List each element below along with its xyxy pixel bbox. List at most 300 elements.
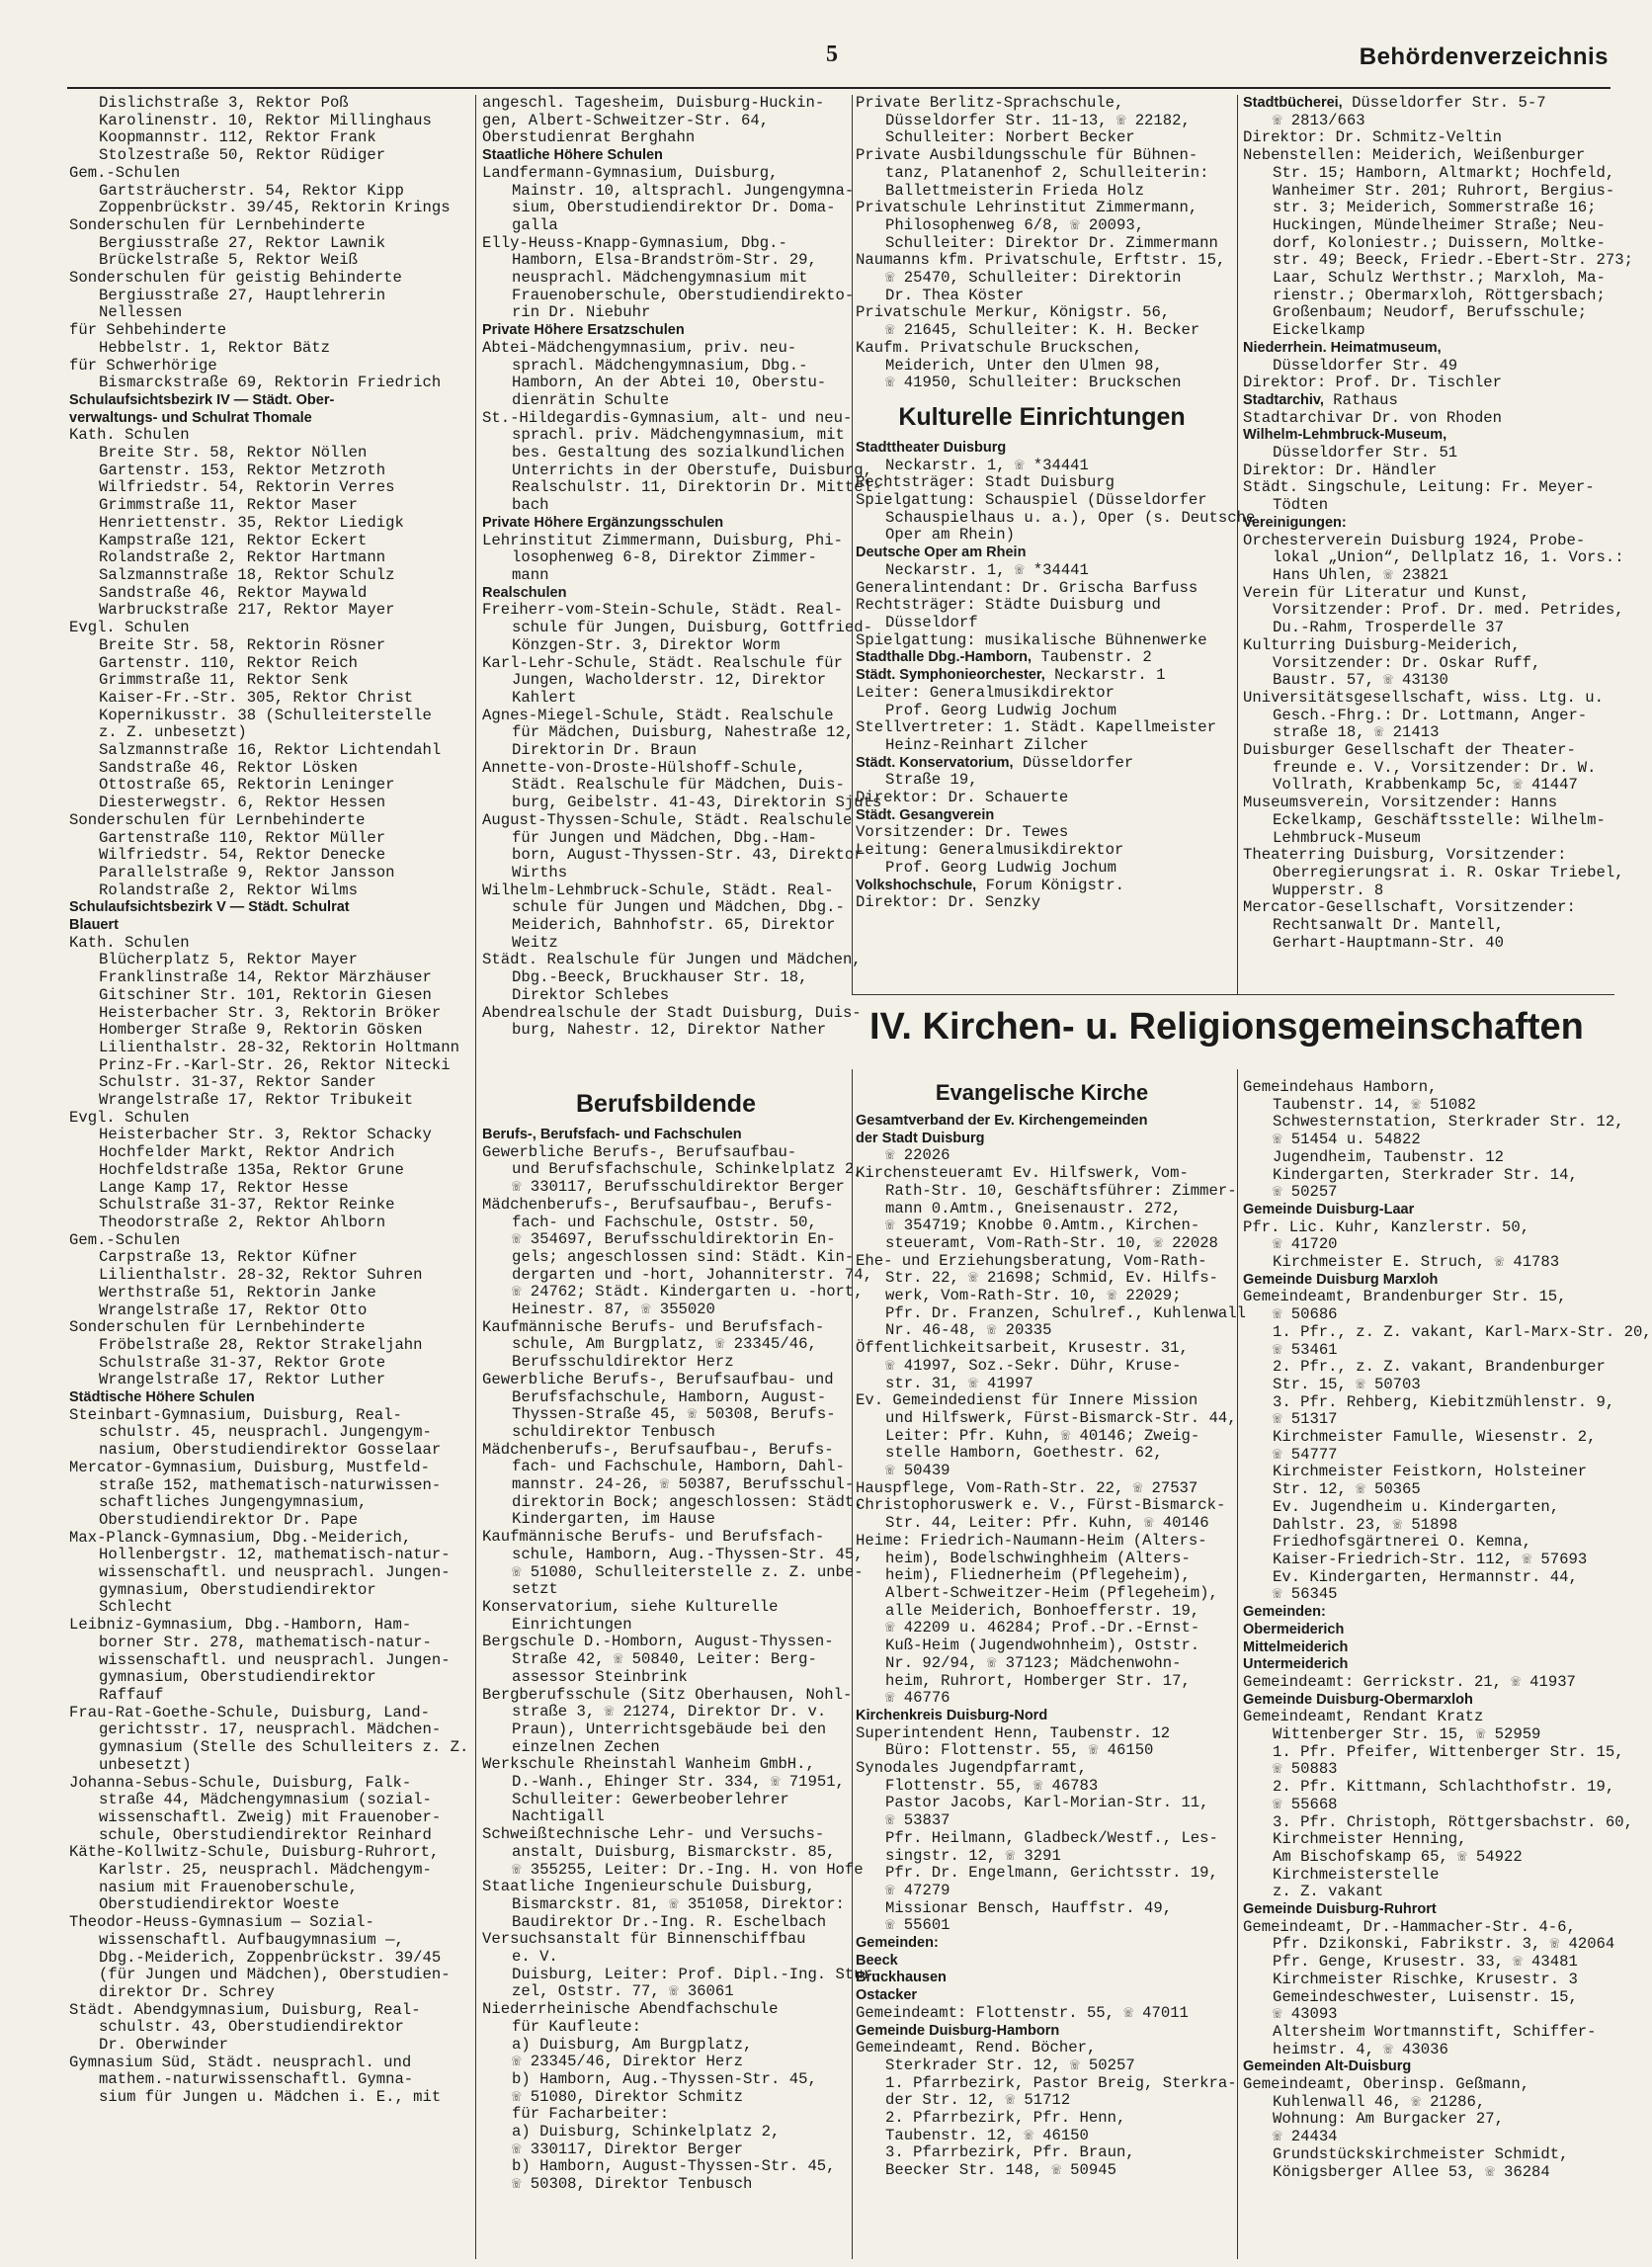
- entry-continuation: für Jungen und Mädchen, Dbg.-Ham-: [512, 828, 817, 847]
- entry-continuation: direktor Dr. Schrey: [99, 1982, 275, 2001]
- entry-continuation: ☏ 355255, Leiter: Dr.-Ing. H. von Hofe: [512, 1860, 864, 1879]
- entry-continuation: ☏ 330117, Berufsschuldirektor Berger: [512, 1178, 845, 1197]
- entry-continuation: Heisterbacher Str. 3, Rektorin Bröker: [99, 1003, 442, 1022]
- entry-continuation: Lilienthalstr. 28-32, Rektor Suhren: [99, 1266, 423, 1285]
- entry-continuation: wissenschaftl. Zweig) mit Frauenober-: [99, 1807, 442, 1826]
- entry-continuation: Str. 22, ☏ 21698; Schmid, Ev. Hilfs-: [885, 1269, 1218, 1288]
- entry-line: Lehrinstitut Zimmermann, Duisburg, Phi-: [482, 531, 843, 549]
- entry-continuation: Hochfelder Markt, Rektor Andrich: [99, 1143, 395, 1162]
- entry-continuation: Thyssen-Straße 45, ☏ 50308, Berufs-: [512, 1405, 836, 1424]
- entry-continuation: Wirths: [512, 863, 568, 882]
- entry-continuation: ☏ 50257: [1273, 1183, 1338, 1202]
- entry-continuation: singstr. 12, ☏ 3291: [885, 1846, 1061, 1865]
- entry-continuation: Breite Str. 58, Rektorin Rösner: [99, 635, 386, 654]
- entry-continuation: Hebbelstr. 1, Rektor Bätz: [99, 338, 330, 357]
- column-2: [482, 94, 882, 1040]
- entry-line: Frau-Rat-Goethe-Schule, Duisburg, Land-: [69, 1703, 430, 1721]
- entry-continuation: einzelnen Zechen: [512, 1737, 660, 1756]
- entry-heading-line: [1243, 95, 1616, 113]
- entry-continuation: Grundstückskirchmeister Schmidt,: [1273, 2144, 1569, 2163]
- entry-heading: Private Höhere Ersatzschulen: [482, 322, 685, 339]
- entry-continuation: a) Duisburg, Schinkelplatz 2,: [512, 2123, 781, 2141]
- entry-heading: Städtische Höhere Schulen: [69, 1389, 255, 1406]
- entry-continuation: Kaiser-Friedrich-Str. 112, ☏ 57693: [1273, 1550, 1588, 1568]
- entry-line: Private Ausbildungsschule für Bühnen-: [856, 146, 1198, 165]
- entry-line: Superintendent Henn, Taubenstr. 12: [856, 1723, 1171, 1742]
- entry-continuation: Zoppenbrückstr. 39/45, Rektorin Krings: [99, 199, 451, 217]
- entry-heading: Volkshochschule,: [856, 877, 977, 893]
- entry-line: angeschl. Tagesheim, Duisburg-Huckin-: [482, 94, 825, 112]
- entry-continuation: galla: [512, 215, 558, 234]
- entry-continuation: ☏ 51317: [1273, 1410, 1338, 1429]
- entry-continuation: Werthstraße 51, Rektorin Janke: [99, 1283, 376, 1301]
- entry-heading: der Stadt Duisburg: [856, 1130, 985, 1146]
- entry-continuation: ☏ 41950, Schulleiter: Bruckschen: [885, 374, 1182, 392]
- entry-continuation: gerichtsstr. 17, neusprachl. Mädchen-: [99, 1721, 442, 1739]
- entry-continuation: ☏ 51454 u. 54822: [1273, 1131, 1421, 1149]
- entry-continuation: Gerhart-Hauptmann-Str. 40: [1273, 933, 1504, 952]
- entry-heading: Bruckhausen: [856, 1970, 947, 1986]
- entry-continuation: Grimmstraße 11, Rektor Maser: [99, 496, 359, 515]
- entry-continuation: Koopmannstr. 112, Rektor Frank: [99, 128, 376, 147]
- entry-continuation: assessor Steinbrink: [512, 1667, 688, 1686]
- entry-heading: Städt. Gesangverein: [856, 806, 995, 823]
- entry-continuation: sprachl. Mädchengymnasium, Dbg.-: [512, 356, 808, 375]
- entry-continuation: Kirchmeister Henning,: [1273, 1830, 1467, 1849]
- entry-heading: Vereinigungen:: [1243, 514, 1347, 531]
- entry-line: Museumsverein, Vorsitzender: Hanns: [1243, 794, 1558, 812]
- entry-line: Leitung: Generalmusikdirektor: [856, 841, 1124, 860]
- entry-continuation: Rath-Str. 10, Geschäftsführer: Zimmer-: [885, 1181, 1237, 1200]
- entry-continuation: Gartenstr. 110, Rektor Reich: [99, 653, 359, 672]
- entry-continuation: z. Z. vakant: [1273, 1883, 1384, 1901]
- entry-line: Agnes-Miegel-Schule, Städt. Realschule: [482, 706, 834, 724]
- entry-line: Elly-Heuss-Knapp-Gymnasium, Dbg.-: [482, 233, 787, 252]
- entry-continuation: bes. Gestaltung des sozialkundlichen: [512, 444, 845, 462]
- entry-line: Gemeindeamt, Dr.-Hammacher-Str. 4-6,: [1243, 1917, 1576, 1936]
- entry-continuation: Meiderich, Bahnhofstr. 65, Direktor: [512, 916, 836, 935]
- entry-heading: Gemeinde Duisburg-Ruhrort: [1243, 1901, 1437, 1918]
- entry-continuation: ☏ 25470, Schulleiter: Direktorin: [885, 269, 1182, 288]
- entry-continuation: Meiderich, Unter den Ulmen 98,: [885, 356, 1163, 375]
- entry-line: Sonderschulen für Lernbehinderte: [69, 215, 366, 234]
- entry-continuation: Parallelstraße 9, Rektor Jansson: [99, 863, 395, 882]
- entry-continuation: Warbruckstraße 217, Rektor Mayer: [99, 601, 395, 620]
- entry-continuation: gymnasium, Oberstudiendirektor: [99, 1668, 376, 1687]
- entry-continuation: Bismarckstraße 69, Rektorin Friedrich: [99, 374, 442, 392]
- running-head: Behördenverzeichnis: [1359, 43, 1609, 70]
- entry-continuation: ☏ 41997, Soz.-Sekr. Dühr, Kruse-: [885, 1356, 1182, 1375]
- entry-line: Leibniz-Gymnasium, Dbg.-Hamborn, Ham-: [69, 1616, 412, 1635]
- entry-heading: Städt. Konservatorium,: [856, 754, 1014, 771]
- entry-continuation: Ottostraße 65, Rektorin Leninger: [99, 776, 395, 795]
- entry-line: Theodor-Heuss-Gymnasium — Sozial-: [69, 1913, 374, 1932]
- entry-continuation: Fröbelstraße 28, Rektor Strakeljahn: [99, 1335, 423, 1354]
- entry-continuation: Dbg.-Meiderich, Zoppenbrückstr. 39/45: [99, 1948, 442, 1967]
- entry-continuation: Henriettenstr. 35, Rektor Liedigk: [99, 513, 404, 532]
- entry-continuation: ☏ 46776: [885, 1689, 950, 1708]
- entry-heading: Private Höhere Ergänzungsschulen: [482, 514, 724, 531]
- entry-continuation: Nachtigall: [512, 1807, 605, 1826]
- entry-line: Pfr. Lic. Kuhr, Kanzlerstr. 50,: [1243, 1217, 1530, 1236]
- entry-continuation: Kindergarten, im Hause: [512, 1510, 715, 1529]
- entry-continuation: Wilfriedstr. 54, Rektor Denecke: [99, 846, 386, 865]
- column-1: [69, 95, 469, 2259]
- entry-continuation: Kirchmeister Famulle, Wiesenstr. 2,: [1273, 1428, 1597, 1447]
- entry-continuation: Wrangelstraße 17, Rektor Otto: [99, 1301, 368, 1319]
- entry-text: Düsseldorfer: [1013, 753, 1134, 772]
- entry-line: Heime: Friedrich-Naumann-Heim (Alters-: [856, 1531, 1207, 1550]
- entry-continuation: Vorsitzender: Prof. Dr. med. Petrides,: [1273, 601, 1624, 620]
- entry-text: Düsseldorfer Str. 5-7: [1342, 94, 1546, 112]
- entry-continuation: 2. Pfr., z. Z. vakant, Brandenburger: [1273, 1358, 1606, 1377]
- entry-text: Taubenstr. 2: [1032, 648, 1152, 667]
- entry-continuation: Hamborn, Elsa-Brandström-Str. 29,: [512, 251, 817, 270]
- entry-continuation: schuldirektor Tenbusch: [512, 1422, 715, 1441]
- entry-continuation: Du.-Rahm, Trosperdelle 37: [1273, 619, 1504, 637]
- entry-continuation: Hollenbergstr. 12, mathematisch-natur-: [99, 1546, 451, 1564]
- entry-continuation: Neckarstr. 1, ☏ *34441: [885, 560, 1089, 579]
- entry-continuation: Wohnung: Am Burgacker 27,: [1273, 2110, 1504, 2129]
- entry-continuation: setzt: [512, 1580, 558, 1599]
- entry-continuation: Heinestr. 87, ☏ 355020: [512, 1301, 715, 1319]
- entry-heading: Städt. Symphonieorchester,: [856, 667, 1045, 684]
- entry-continuation: tanz, Platanenhof 2, Schulleiterin:: [885, 163, 1209, 182]
- entry-continuation: Kampstraße 121, Rektor Eckert: [99, 531, 368, 549]
- entry-continuation: Str. 12, ☏ 50365: [1273, 1480, 1421, 1499]
- entry-continuation: Düsseldorfer Str. 49: [1273, 356, 1458, 375]
- entry-continuation: Dbg.-Beeck, Bruckhauser Str. 18,: [512, 968, 808, 987]
- entry-continuation: Unterrichts in der Oberstufe, Duisburg,: [512, 461, 872, 479]
- entry-continuation: ☏ 330117, Direktor Berger: [512, 2140, 743, 2158]
- entry-line: Max-Planck-Gymnasium, Dbg.-Meiderich,: [69, 1528, 412, 1547]
- entry-continuation: wissenschaftl. und neusprachl. Jungen-: [99, 1563, 451, 1582]
- entry-continuation: Weitz: [512, 933, 558, 952]
- entry-heading: Berufs-, Berufsfach- und Fachschulen: [482, 1127, 742, 1142]
- entry-continuation: Lange Kamp 17, Rektor Hesse: [99, 1178, 349, 1197]
- entry-continuation: Lilienthalstr. 28-32, Rektorin Holtmann: [99, 1038, 459, 1056]
- entry-continuation: Missionar Bensch, Hauffstr. 49,: [885, 1898, 1173, 1917]
- entry-continuation: Pfr. Genge, Krusestr. 33, ☏ 43481: [1273, 1953, 1578, 1972]
- entry-continuation: Kuß-Heim (Jugendwohnheim), Oststr.: [885, 1637, 1200, 1655]
- entry-line: Evgl. Schulen: [69, 619, 190, 637]
- entry-line: Kath. Schulen: [69, 933, 190, 952]
- entry-continuation: schule für Jungen und Mädchen, Dbg.-: [512, 898, 845, 917]
- entry-continuation: Oper am Rhein): [885, 526, 1016, 545]
- entry-continuation: schule für Jungen, Duisburg, Gottfried-: [512, 619, 872, 637]
- entry-continuation: anstalt, Duisburg, Bismarckstr. 85,: [512, 1842, 836, 1861]
- entry-continuation: Ev. Jugendheim u. Kindergarten,: [1273, 1497, 1560, 1516]
- entry-continuation: Kuhlenwall 46, ☏ 21286,: [1273, 2092, 1486, 2111]
- entry-line: Hauspflege, Vom-Rath-Str. 22, ☏ 27537: [856, 1478, 1198, 1497]
- entry-line: Gemeindeamt, Rend. Böcher,: [856, 2039, 1097, 2057]
- entry-line: August-Thyssen-Schule, Städt. Realschule: [482, 810, 853, 829]
- entry-line: Direktor: Dr. Schmitz-Veltin: [1243, 128, 1503, 147]
- section-heading: Kulturelle Einrichtungen: [898, 402, 1186, 431]
- entry-continuation: Bergiusstraße 27, Rektor Lawnik: [99, 233, 386, 252]
- entry-continuation: mann: [512, 565, 549, 584]
- entry-continuation: 2. Pfarrbezirk, Pfr. Henn,: [885, 2109, 1126, 2128]
- entry-continuation: ☏ 24762; Städt. Kindergarten u. -hort,: [512, 1283, 864, 1301]
- entry-continuation: Karolinenstr. 10, Rektor Millinghaus: [99, 111, 432, 129]
- entry-continuation: Direktorin Dr. Braun: [512, 741, 698, 760]
- entry-continuation: Philosophenweg 6/8, ☏ 20093,: [885, 215, 1145, 234]
- entry-continuation: Taubenstr. 12, ☏ 46150: [885, 2126, 1089, 2144]
- entry-continuation: 3. Pfarrbezirk, Pfr. Braun,: [885, 2143, 1135, 2162]
- entry-heading: Obermeiderich: [1243, 1621, 1345, 1637]
- entry-continuation: Schulleiter: Direktor Dr. Zimmermann: [885, 233, 1218, 252]
- entry-heading: Mittelmeiderich: [1243, 1638, 1349, 1655]
- entry-continuation: Eckelkamp, Geschäftsstelle: Wilhelm-: [1273, 810, 1606, 829]
- entry-heading-line: [1243, 392, 1616, 410]
- entry-line: Niederrheinische Abendfachschule: [482, 2000, 779, 2019]
- entry-continuation: Stolzestraße 50, Rektor Rüdiger: [99, 146, 386, 165]
- entry-line: Rechtsträger: Stadt Duisburg: [856, 473, 1115, 492]
- column-4: [1243, 94, 1633, 994]
- entry-continuation: Düsseldorfer Str. 51: [1273, 444, 1458, 462]
- entry-continuation: Prof. Georg Ludwig Jochum: [885, 858, 1116, 877]
- entry-continuation: Gitschiner Str. 101, Rektorin Giesen: [99, 985, 432, 1004]
- entry-continuation: straße 44, Mädchengymnasium (sozial-: [99, 1791, 432, 1809]
- entry-continuation: heim), Bodelschwinghheim (Alters-: [885, 1549, 1191, 1567]
- entry-line: Freiherr-vom-Stein-Schule, Städt. Real-: [482, 601, 843, 620]
- entry-continuation: schule, Am Burgplatz, ☏ 23345/46,: [512, 1335, 817, 1354]
- entry-line: Synodales Jugendpfarramt,: [856, 1759, 1087, 1778]
- entry-continuation: 1. Pfr., z. Z. vakant, Karl-Marx-Str. 20,: [1273, 1322, 1652, 1341]
- entry-line: Mädchenberufs-, Berufsaufbau-, Berufs-: [482, 1440, 834, 1459]
- entry-line: Gemeindeamt, Rendant Kratz: [1243, 1708, 1484, 1726]
- entry-continuation: Kindergarten, Sterkrader Str. 14,: [1273, 1165, 1578, 1184]
- entry-continuation: Taubenstr. 14, ☏ 51082: [1273, 1095, 1476, 1114]
- entry-continuation: ☏ 2813/663: [1273, 111, 1365, 129]
- entry-continuation: ☏ 41720: [1273, 1235, 1338, 1254]
- entry-continuation: Pastor Jacobs, Karl-Morian-Str. 11,: [885, 1794, 1209, 1812]
- entry-line: Direktor: Dr. Senzky: [856, 893, 1041, 912]
- entry-continuation: Grimmstraße 11, Rektor Senk: [99, 671, 349, 690]
- entry-line: Vorsitzender: Dr. Tewes: [856, 823, 1069, 842]
- entry-heading: Realschulen: [482, 584, 567, 601]
- entry-heading: Kirchenkreis Duisburg-Nord: [856, 1707, 1048, 1723]
- entry-continuation: Salzmannstraße 18, Rektor Schulz: [99, 565, 395, 584]
- entry-text: Forum Königstr.: [976, 876, 1124, 894]
- entry-continuation: gels; angeschlossen sind: Städt. Kin-: [512, 1247, 855, 1266]
- entry-continuation: Lehmbruck-Museum: [1273, 828, 1421, 847]
- entry-continuation: alle Meiderich, Bonhoefferstr. 19,: [885, 1601, 1200, 1620]
- entry-continuation: 1. Pfr. Pfeifer, Wittenberger Str. 15,: [1273, 1742, 1624, 1761]
- entry-heading: Staatliche Höhere Schulen: [482, 147, 663, 164]
- column-divider: [1237, 1069, 1238, 2259]
- entry-continuation: Praun), Unterrichtsgebäude bei den: [512, 1720, 827, 1738]
- entry-continuation: Heinz-Reinhart Zilcher: [885, 735, 1089, 754]
- entry-continuation: b) Hamborn, August-Thyssen-Str. 45,: [512, 2157, 836, 2176]
- entry-continuation: Kirchmeister E. Struch, ☏ 41783: [1273, 1253, 1560, 1272]
- entry-heading-line: [856, 667, 1228, 685]
- entry-heading: Stadttheater Duisburg: [856, 439, 1007, 456]
- entry-continuation: ☏ 354719; Knobbe 0.Amtm., Kirchen-: [885, 1217, 1200, 1235]
- entry-continuation: Pfr. Dr. Franzen, Schulref., Kuhlenwall: [885, 1303, 1246, 1322]
- entry-continuation: Baustr. 57, ☏ 43130: [1273, 671, 1448, 690]
- entry-continuation: Sandstraße 46, Rektor Lösken: [99, 758, 359, 777]
- subsection-heading: Evangelische Kirche: [935, 1080, 1149, 1105]
- entry-line: Abtei-Mädchengymnasium, priv. neu-: [482, 338, 797, 357]
- entry-line: Gemeindehaus Hamborn,: [1243, 1078, 1438, 1096]
- entry-continuation: a) Duisburg, Am Burgplatz,: [512, 2035, 753, 2054]
- entry-line: Kulturring Duisburg-Meiderich,: [1243, 635, 1521, 654]
- entry-continuation: Blücherplatz 5, Rektor Mayer: [99, 951, 359, 969]
- entry-continuation: Jungen, Wacholderstr. 12, Direktor: [512, 671, 827, 690]
- entry-continuation: Könzgen-Str. 3, Direktor Worm: [512, 635, 781, 654]
- entry-continuation: dienrätin Schulte: [512, 390, 670, 409]
- entry-continuation: Dr. Thea Köster: [885, 286, 1025, 304]
- entry-continuation: mathem.-naturwissenschaftl. Gymna-: [99, 2070, 414, 2089]
- entry-continuation: Nr. 92/94, ☏ 37123; Mädchenwohn-: [885, 1653, 1182, 1672]
- entry-continuation: Wupperstr. 8: [1273, 881, 1384, 899]
- entry-continuation: gymnasium, Oberstudiendirektor: [99, 1580, 376, 1599]
- entry-line: Spielgattung: Schauspiel (Düsseldorfer: [856, 491, 1207, 510]
- entry-continuation: Wrangelstraße 17, Rektor Tribukeit: [99, 1091, 414, 1110]
- entry-line: Gemeindeamt: Gerrickstr. 21, ☏ 41937: [1243, 1672, 1576, 1691]
- entry-continuation: str. 31, ☏ 41997: [885, 1374, 1033, 1392]
- entry-line: Sonderschulen für Lernbehinderte: [69, 1318, 366, 1337]
- entry-heading: Stadtbücherei,: [1243, 95, 1343, 111]
- entry-continuation: Diesterwegstr. 6, Rektor Hessen: [99, 794, 386, 812]
- entry-line: Gem.-Schulen: [69, 1230, 181, 1249]
- entry-continuation: mannstr. 24-26, ☏ 50387, Berufsschul-: [512, 1475, 855, 1494]
- entry-continuation: mann 0.Amtm., Gneisenaustr. 272,: [885, 1199, 1182, 1217]
- entry-continuation: Franklinstraße 14, Rektor Märzhäuser: [99, 968, 432, 987]
- entry-continuation: direktorin Bock; angeschlossen: Städt.: [512, 1492, 864, 1511]
- entry-text: Rathaus: [1323, 390, 1398, 409]
- entry-continuation: Straße 19,: [885, 771, 978, 790]
- entry-continuation: Schauspielhaus u. a.), Oper (s. Deutsche: [885, 508, 1256, 527]
- entry-continuation: sium, Oberstudiendirektor Dr. Doma-: [512, 199, 836, 217]
- entry-continuation: Hans Uhlen, ☏ 23821: [1273, 565, 1448, 584]
- entry-line: Privatschule Merkur, Königstr. 56,: [856, 303, 1171, 322]
- entry-continuation: schaftliches Jungengymnasium,: [99, 1493, 368, 1512]
- entry-continuation: rin Dr. Niebuhr: [512, 303, 651, 322]
- entry-continuation: Neckarstr. 1, ☏ *34441: [885, 456, 1089, 474]
- entry-continuation: Eickelkamp: [1273, 321, 1365, 340]
- entry-heading: Ostacker: [856, 1987, 918, 2004]
- entry-line: gen, Albert-Schweitzer-Str. 64,: [482, 111, 770, 129]
- entry-continuation: Bismarckstr. 81, ☏ 351058, Direktor:: [512, 1894, 845, 1913]
- entry-continuation: Realschulstr. 11, Direktorin Dr. Mittel-: [512, 478, 882, 497]
- entry-line: Annette-von-Droste-Hülshoff-Schule,: [482, 758, 806, 777]
- entry-continuation: Leiter: Pfr. Kuhn, ☏ 40146; Zweig-: [885, 1426, 1200, 1445]
- entry-line: Steinbart-Gymnasium, Duisburg, Real-: [69, 1405, 402, 1424]
- entry-continuation: Rolandstraße 2, Rektor Hartmann: [99, 548, 386, 567]
- entry-continuation: Dahlstr. 23, ☏ 51898: [1273, 1515, 1458, 1534]
- entry-line: Stadtarchivar Dr. von Rhoden: [1243, 408, 1503, 427]
- entry-line: Sonderschulen für Lernbehinderte: [69, 810, 366, 829]
- entry-continuation: Tödten: [1273, 496, 1329, 515]
- entry-continuation: heimstr. 4, ☏ 43036: [1273, 2040, 1448, 2058]
- entry-continuation: rienstr.; Obermarxloh, Röttgersbach;: [1273, 286, 1606, 304]
- entry-line: Gem.-Schulen: [69, 163, 181, 182]
- entry-continuation: gymnasium (Stelle des Schulleiters z. Z.: [99, 1738, 469, 1757]
- entry-heading: Gemeinden:: [856, 1935, 939, 1952]
- entry-continuation: nasium mit Frauenoberschule,: [99, 1878, 359, 1896]
- entry-line: Kaufmännische Berufs- und Berufsfach-: [482, 1528, 825, 1547]
- entry-continuation: Laar, Schulz Werthstr.; Marxloh, Ma-: [1273, 269, 1606, 288]
- entry-continuation: Schulstr. 31-37, Rektor Sander: [99, 1073, 376, 1092]
- entry-continuation: ☏ 47279: [885, 1881, 950, 1899]
- entry-continuation: Einrichtungen: [512, 1615, 632, 1634]
- entry-line: Städt. Abendgymnasium, Duisburg, Real-: [69, 2000, 421, 2019]
- entry-line: Privatschule Lehrinstitut Zimmermann,: [856, 199, 1198, 217]
- entry-continuation: burg, Geibelstr. 41-43, Direktorin Sjuts: [512, 794, 882, 812]
- entry-continuation: stelle Hamborn, Goethestr. 62,: [885, 1444, 1163, 1463]
- entry-line: Spielgattung: musikalische Bühnenwerke: [856, 630, 1207, 649]
- entry-line: Orchesterverein Duisburg 1924, Probe-: [1243, 531, 1586, 549]
- entry-line: Duisburger Gesellschaft der Theater-: [1243, 741, 1576, 760]
- entry-heading: Deutsche Oper am Rhein: [856, 545, 1027, 561]
- entry-continuation: (für Jungen und Mädchen), Oberstudien-: [99, 1966, 451, 1984]
- entry-continuation: schule, Oberstudiendirektor Reinhard: [99, 1825, 432, 1844]
- entry-line: Evgl. Schulen: [69, 1108, 190, 1127]
- entry-line: Ehe- und Erziehungsberatung, Vom-Rath-: [856, 1251, 1207, 1270]
- entry-continuation: Berufsfachschule, Hamborn, August-: [512, 1387, 827, 1406]
- entry-line: Kath. Schulen: [69, 426, 190, 445]
- entry-continuation: straße 3, ☏ 21274, Direktor Dr. v.: [512, 1703, 827, 1721]
- entry-continuation: Düsseldorf: [885, 613, 978, 631]
- entry-continuation: wissenschaftl. und neusprachl. Jungen-: [99, 1650, 451, 1669]
- entry-continuation: Wittenberger Str. 15, ☏ 52959: [1273, 1725, 1541, 1744]
- entry-heading: Schulaufsichtsbezirk IV — Städt. Ober-: [69, 391, 335, 408]
- entry-continuation: Großenbaum; Neudorf, Berufsschule;: [1273, 303, 1588, 322]
- entry-line: Gymnasium Süd, Städt. neusprachl. und: [69, 2053, 412, 2071]
- entry-continuation: Gartenstr. 153, Rektor Metzroth: [99, 461, 386, 479]
- entry-continuation: Wanheimer Str. 201; Ruhrort, Bergius-: [1273, 181, 1615, 200]
- entry-line: Kaufm. Privatschule Bruckschen,: [856, 338, 1143, 357]
- entry-continuation: Prof. Georg Ludwig Jochum: [885, 701, 1116, 719]
- entry-line: Leiter: Generalmusikdirektor: [856, 683, 1115, 702]
- entry-continuation: 3. Pfr. Rehberg, Kiebitzmühlenstr. 9,: [1273, 1392, 1615, 1411]
- entry-line: Gewerbliche Berufs-, Berufsaufbau- und: [482, 1370, 834, 1388]
- page-number: 5: [826, 42, 838, 67]
- entry-line: Gewerbliche Berufs-, Berufsaufbau-: [482, 1142, 797, 1161]
- entry-line: Konservatorium, siehe Kulturelle: [482, 1597, 779, 1616]
- entry-line: Kirchensteueramt Ev. Hilfswerk, Vom-: [856, 1164, 1189, 1183]
- entry-continuation: Dislichstraße 3, Rektor Poß: [99, 94, 349, 112]
- entry-line: Karl-Lehr-Schule, Städt. Realschule für: [482, 653, 843, 672]
- entry-continuation: Hochfeldstraße 135a, Rektor Grune: [99, 1160, 404, 1179]
- entry-continuation: Heisterbacher Str. 3, Rektor Schacky: [99, 1126, 432, 1144]
- entry-continuation: Brückelstraße 5, Rektor Weiß: [99, 251, 359, 270]
- entry-heading: Niederrhein. Heimatmuseum,: [1243, 339, 1442, 356]
- entry-continuation: steueramt, Vom-Rath-Str. 10, ☏ 22028: [885, 1233, 1218, 1252]
- entry-continuation: Prinz-Fr.-Karl-Str. 26, Rektor Nitecki: [99, 1055, 451, 1074]
- entry-line: Schweißtechnische Lehr- und Versuchs-: [482, 1825, 825, 1844]
- section-title: IV. Kirchen- u. Religionsgemeinschaften: [869, 1006, 1584, 1048]
- entry-continuation: b) Hamborn, Aug.-Thyssen-Str. 45,: [512, 2069, 817, 2088]
- entry-continuation: ☏ 56345: [1273, 1585, 1338, 1604]
- entry-continuation: sium für Jungen u. Mädchen i. E., mit: [99, 2088, 442, 2107]
- entry-continuation: fach- und Fachschule, Hamborn, Dahl-: [512, 1458, 845, 1476]
- entry-continuation: Kirchmeister Rischke, Krusestr. 3: [1273, 1970, 1578, 1988]
- entry-continuation: Str. 15; Hamborn, Altmarkt; Hochfeld,: [1273, 163, 1615, 182]
- entry-line: Universitätsgesellschaft, wiss. Ltg. u.: [1243, 688, 1604, 707]
- entry-continuation: losophenweg 6-8, Direktor Zimmer-: [512, 548, 817, 567]
- entry-continuation: ☏ 42209 u. 46284; Prof.-Dr.-Ernst-: [885, 1619, 1200, 1637]
- entry-heading: Gemeinde Duisburg Marxloh: [1243, 1271, 1439, 1288]
- entry-heading-line: [856, 755, 1228, 773]
- entry-continuation: ☏ 51080, Direktor Schmitz: [512, 2087, 743, 2106]
- entry-continuation: Direktor Schlebes: [512, 985, 670, 1004]
- entry-heading: Gesamtverband der Ev. Kirchengemeinden: [856, 1113, 1148, 1129]
- entry-continuation: ☏ 50308, Direktor Tenbusch: [512, 2175, 753, 2194]
- entry-continuation: Schwesternstation, Sterkrader Str. 12,: [1273, 1113, 1624, 1132]
